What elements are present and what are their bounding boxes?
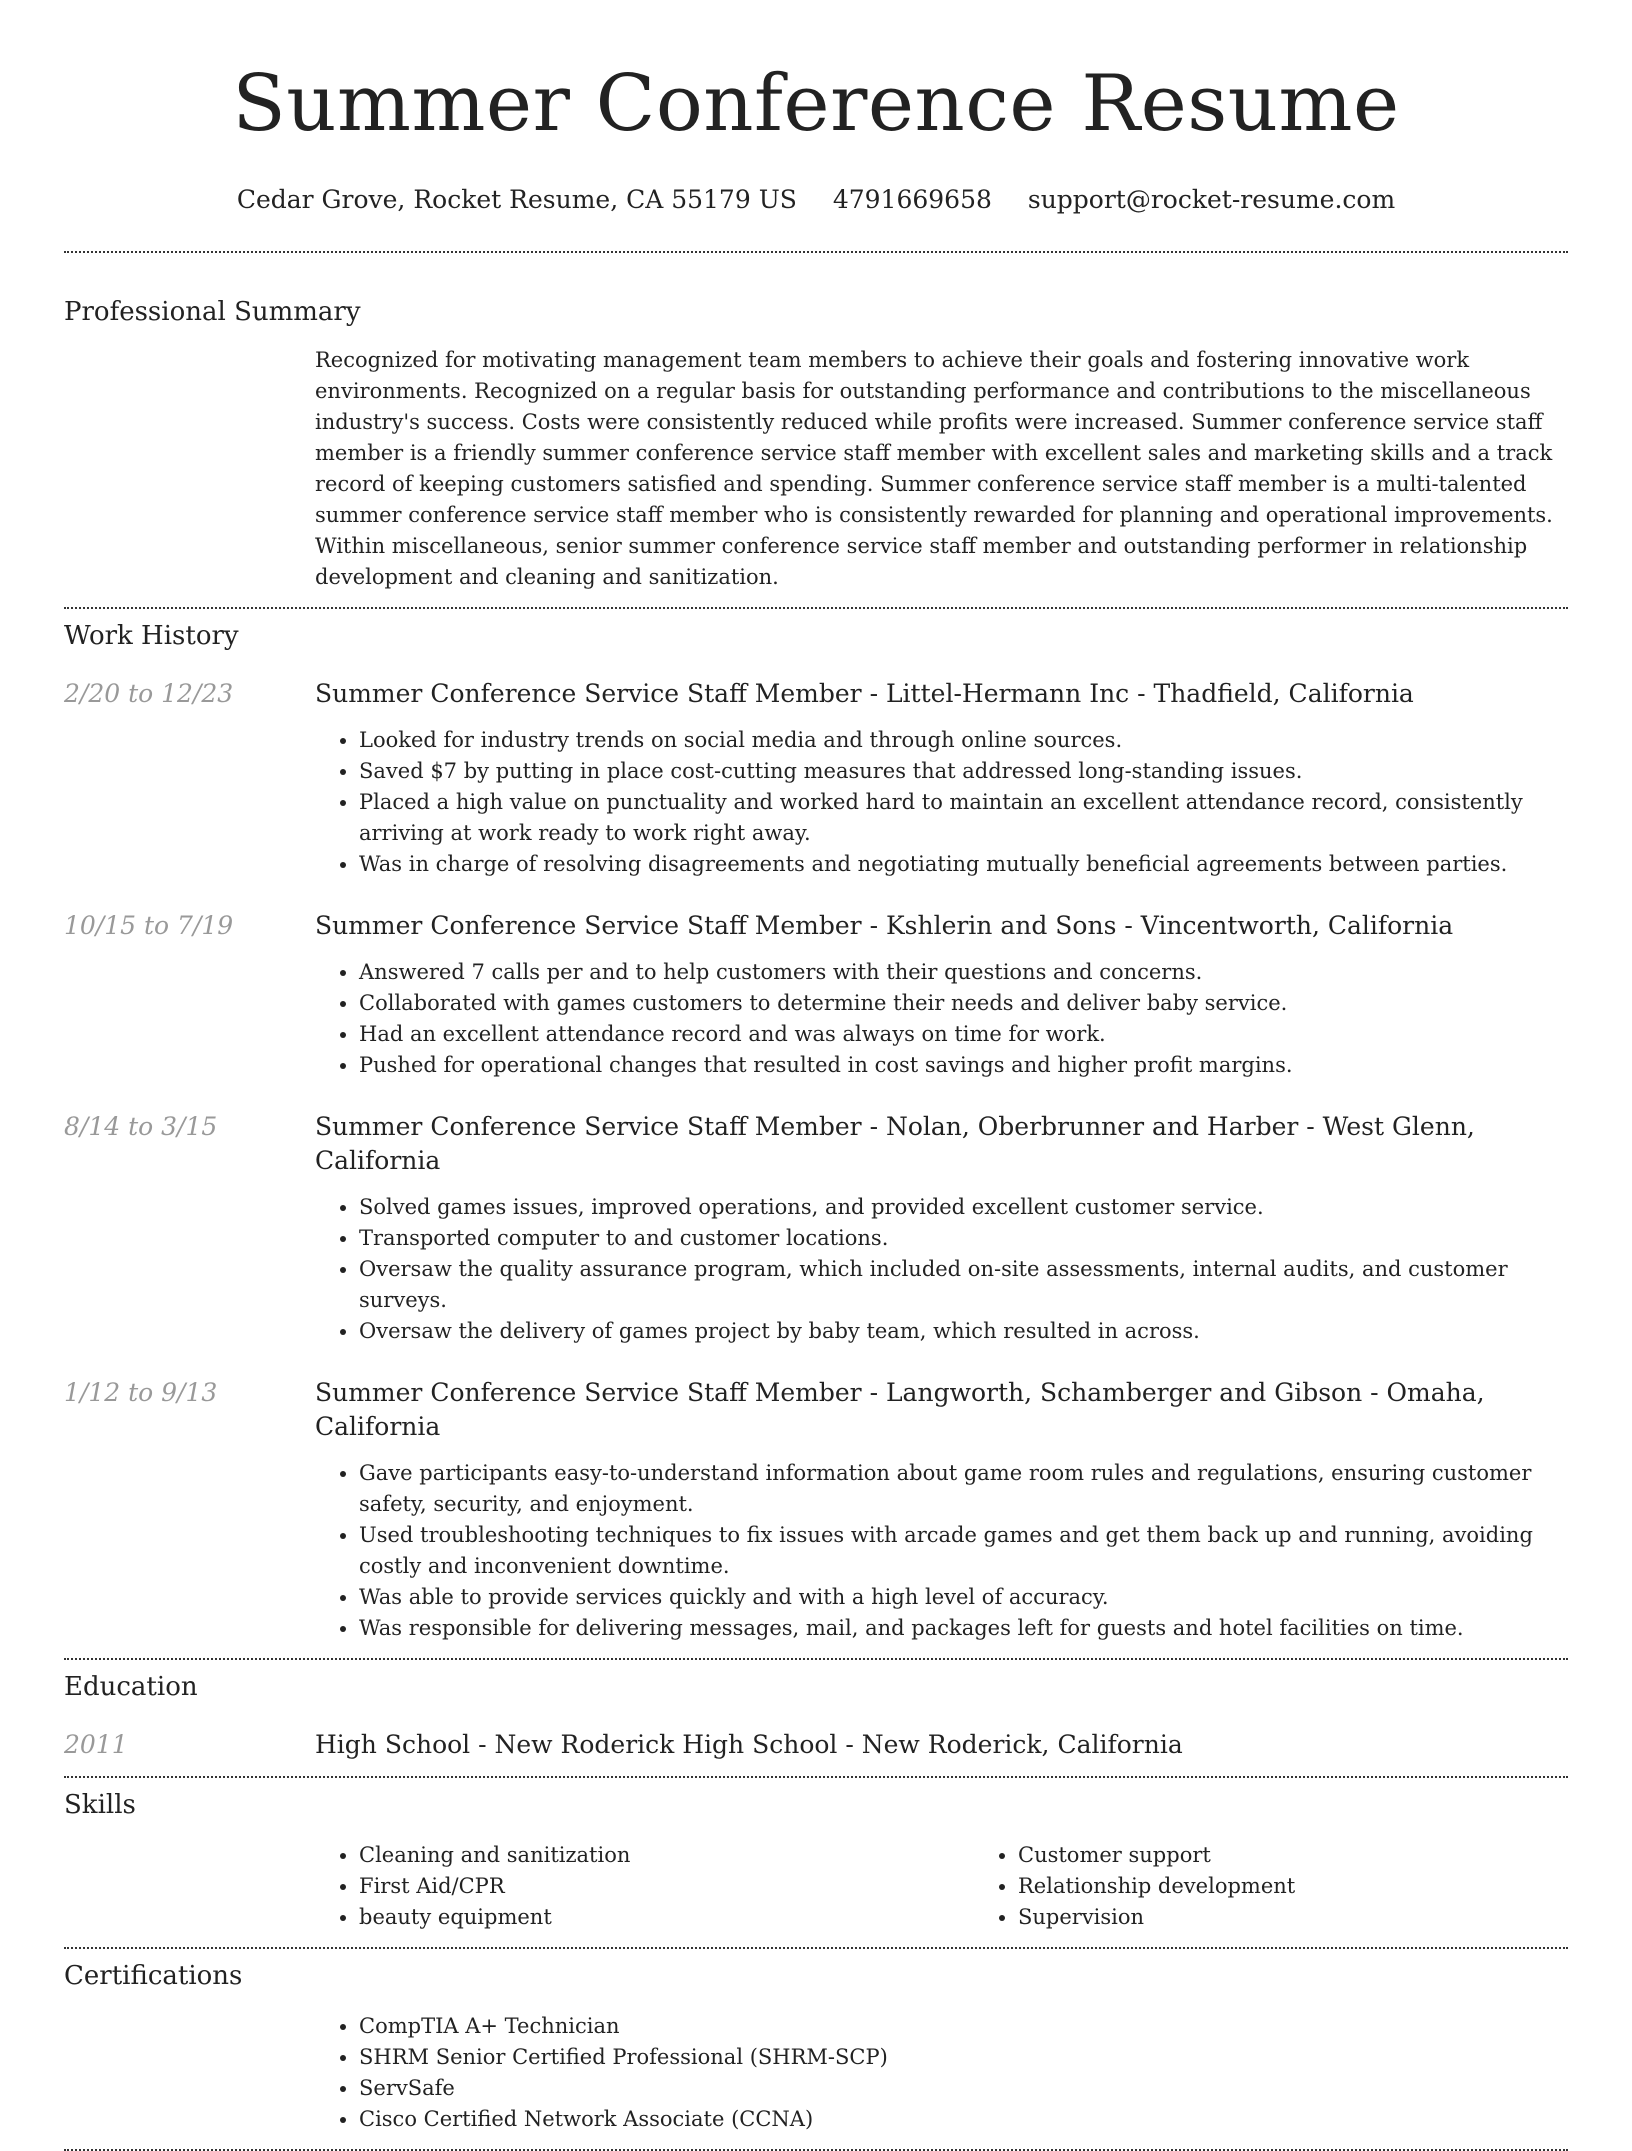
summary-section <box>64 295 1568 593</box>
job-dates: 8/14 to 3/15 <box>64 1112 218 1141</box>
education-section <box>64 1670 1568 1762</box>
section-divider <box>64 1658 1568 1660</box>
job-bullet: • Was in charge of resolving disagreements and negotiating mutually beneficial agreements between parties. <box>359 849 1568 880</box>
skills-title: Skills <box>64 1790 136 1820</box>
job-dates: 2/20 to 12/23 <box>64 679 234 708</box>
job-bullets <box>315 1458 1568 1644</box>
job-dates: 1/12 to 9/13 <box>64 1378 218 1407</box>
job-heading: Summer Conference Service Staff Member - Langworth, Schamberger and Gibson - Omaha, California <box>315 1378 1485 1441</box>
job-bullet: • Gave participants easy-to-understand information about game room rules and regulations, ensuring customer safety, security, and enjoyment. <box>359 1458 1568 1520</box>
job-bullet: • Used troubleshooting techniques to fix issues with arcade games and get them back up and running, avoiding costly and inconvenient downtime. <box>359 1520 1568 1582</box>
job-entry <box>64 677 1568 880</box>
job-bullet: • Answered 7 calls per and to help customers with their questions and concerns. <box>359 957 1568 988</box>
summary-title: Professional Summary <box>64 297 361 327</box>
skills-section <box>64 1788 1568 1933</box>
work-history-section <box>64 619 1568 1644</box>
skill-item: • First Aid/CPR <box>359 1871 974 1902</box>
skill-item: • Supervision <box>1018 1902 1632 1933</box>
job-bullet: • Saved $7 by putting in place cost-cutting measures that addressed long-standing issues. <box>359 756 1568 787</box>
job-bullet: • Transported computer to and customer locations. <box>359 1223 1568 1254</box>
job-bullet: • Was able to provide services quickly and with a high level of accuracy. <box>359 1582 1568 1613</box>
job-bullet: • Pushed for operational changes that resulted in cost savings and higher profit margins. <box>359 1050 1568 1081</box>
education-year: 2011 <box>64 1730 128 1759</box>
job-dates: 10/15 to 7/19 <box>64 911 234 940</box>
job-bullet: • Oversaw the delivery of games project by baby team, which resulted in across. <box>359 1316 1568 1347</box>
job-heading: Summer Conference Service Staff Member - Nolan, Oberbrunner and Harber - West Glenn, California <box>315 1112 1475 1175</box>
resume-page <box>64 0 1568 2151</box>
job-bullet: • Looked for industry trends on social media and through online sources. <box>359 725 1568 756</box>
contact-email[interactable]: support@rocket-resume.com <box>1027 185 1396 214</box>
skill-item: • beauty equipment <box>359 1902 974 1933</box>
work-history-title: Work History <box>64 621 239 651</box>
job-entry <box>64 909 1568 1081</box>
certification-item: • Cisco Certified Network Associate (CCNA) <box>359 2104 1568 2135</box>
contact-line <box>64 184 1568 216</box>
certification-item: • ServSafe <box>359 2073 1568 2104</box>
education-heading: High School - New Roderick High School - New Roderick, California <box>315 1730 1183 1759</box>
skill-item: • Customer support <box>1018 1840 1632 1871</box>
job-bullet: • Oversaw the quality assurance program, which included on-site assessments, internal audits, and customer surveys. <box>359 1254 1568 1316</box>
job-bullets <box>315 1192 1568 1347</box>
job-entry <box>64 1376 1568 1644</box>
job-bullets <box>315 725 1568 880</box>
job-heading: Summer Conference Service Staff Member - Littel-Hermann Inc - Thadfield, California <box>315 679 1414 708</box>
job-bullet: • Had an excellent attendance record and was always on time for work. <box>359 1019 1568 1050</box>
skill-item: • Cleaning and sanitization <box>359 1840 974 1871</box>
education-title: Education <box>64 1672 198 1702</box>
job-entry <box>64 1110 1568 1347</box>
skill-item: • Relationship development <box>1018 1871 1632 1902</box>
job-heading: Summer Conference Service Staff Member - Kshlerin and Sons - Vincentworth, California <box>315 911 1454 940</box>
skills-column-right <box>974 1840 1632 1933</box>
certifications-section <box>64 1959 1568 2135</box>
skills-list <box>315 1840 1632 1933</box>
section-divider <box>64 251 1568 253</box>
summary-text: Recognized for motivating management team members to achieve their goals and fostering innovative work environments. Recognized on a regular basis for outstanding performance and contributions to the miscellaneous industry's success. Costs were consistently reduced while profits were increased. Summer conference service staff member is a friendly summer conference service staff member with excellent sales and marketing skills and a track record of keeping customers satisfied and spending. Summer conference service staff member is a multi-talented summer conference service staff member who is consistently rewarded for planning and operational improvements. Within miscellaneous, senior summer conference service staff member and outstanding performer in relationship development and cleaning and sanitization. <box>315 348 1553 589</box>
section-divider <box>64 1776 1568 1778</box>
job-bullets <box>315 957 1568 1081</box>
section-divider <box>64 607 1568 609</box>
resume-name: Summer Conference Resume <box>232 59 1400 149</box>
section-divider <box>64 1947 1568 1949</box>
certifications-list <box>315 2011 1568 2135</box>
job-bullet: • Solved games issues, improved operations, and provided excellent customer service. <box>359 1192 1568 1223</box>
contact-phone: 4791669658 <box>832 185 992 214</box>
contact-address: Cedar Grove, Rocket Resume, CA 55179 US <box>236 185 797 214</box>
certifications-title: Certifications <box>64 1961 243 1991</box>
job-bullet: • Was responsible for delivering messages, mail, and packages left for guests and hotel facilities on time. <box>359 1613 1568 1644</box>
certification-item: • SHRM Senior Certified Professional (SHRM-SCP) <box>359 2042 1568 2073</box>
certification-item: • CompTIA A+ Technician <box>359 2011 1568 2042</box>
skills-column-left <box>315 1840 974 1933</box>
job-bullet: • Collaborated with games customers to determine their needs and deliver baby service. <box>359 988 1568 1019</box>
job-bullet: • Placed a high value on punctuality and worked hard to maintain an excellent attendance record, consistently arriving at work ready to work right away. <box>359 787 1568 849</box>
